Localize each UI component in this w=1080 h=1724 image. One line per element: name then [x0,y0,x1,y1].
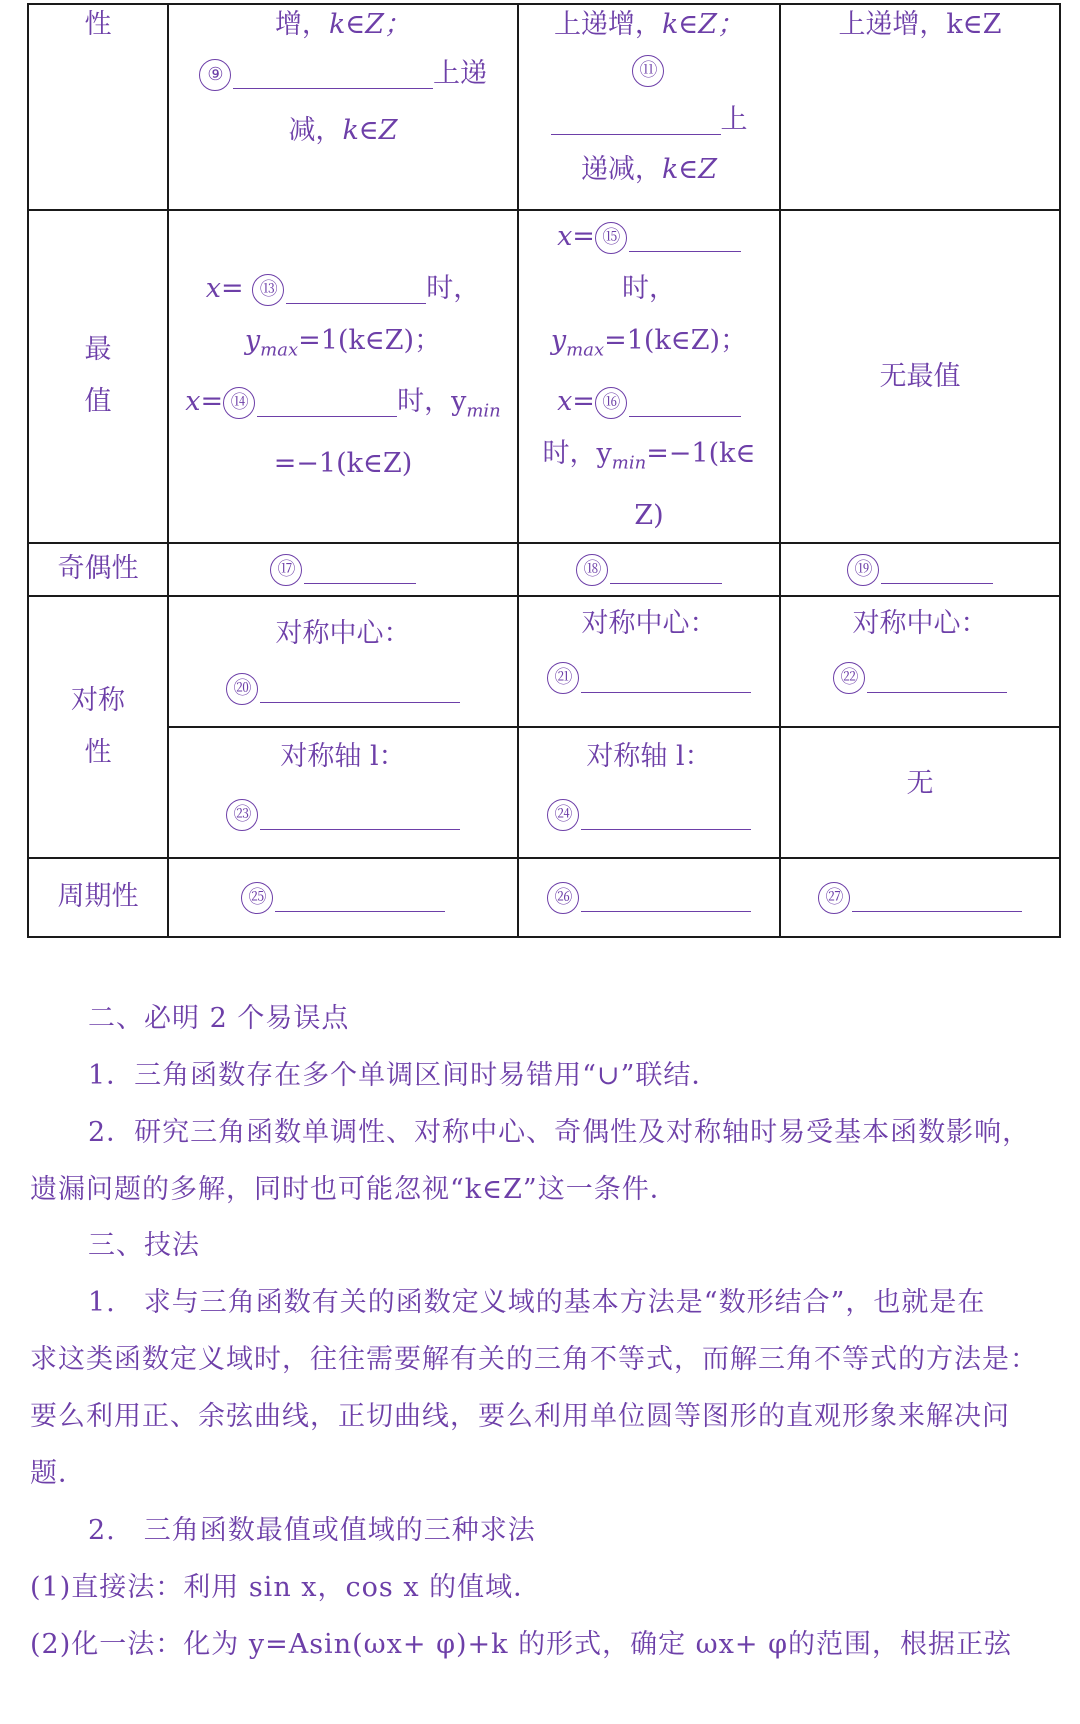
fill-blank-9[interactable] [233,60,433,89]
row-label-extremes [28,210,168,543]
section-techniques [30,1217,1060,1673]
row-symmetry-axis [28,727,1060,858]
cell-sin-parity [168,543,518,596]
blank-number-badge: ㉗ [818,882,850,914]
cell-cos-symmetry-center [518,596,780,727]
text: =−1(k∈ [646,438,756,470]
text: 上递增， [553,9,662,40]
fill-blank-23[interactable] [260,801,460,830]
text: 无最值 [879,360,961,392]
blank-number-badge: ㉖ [547,882,579,914]
row-label-parity [28,543,168,596]
section-heading: 三、技法 [88,1230,200,1261]
blank-number-badge: ㉑ [547,662,579,694]
text: k∈Z； [328,9,412,40]
subscript: min [611,452,647,474]
text: 时，y [397,386,467,418]
paragraph: 遗漏问题的多解，同时也可能忽视“k∈Z”这一条件． [30,1174,678,1205]
blank-number-badge: ㉔ [547,799,579,831]
paragraph: 1．三角函数存在多个单调区间时易错用“∪”联结． [88,1060,720,1091]
text: x= [205,273,244,304]
fill-blank-14[interactable] [257,388,397,417]
cell-tan-extremes [780,210,1060,543]
fill-blank-19[interactable] [881,555,993,584]
fill-blank-21[interactable] [581,664,751,693]
row-period [28,858,1060,937]
label-text: 对称 [71,684,125,716]
row-label-period [28,858,168,937]
text: 对称中心： [275,618,411,650]
blank-number-badge: ⑪ [632,55,664,87]
cell-sin-symmetry-axis [168,727,518,858]
text: 时， [622,273,676,304]
label-text: 性 [84,9,112,40]
blank-number-badge: ⑮ [595,222,627,254]
fill-blank-15[interactable] [629,223,741,252]
fill-blank-20[interactable] [260,674,460,703]
label-text: 周期性 [57,881,139,913]
row-monotonicity [28,4,1060,210]
paragraph: 2. 三角函数最值或值域的三种求法 [88,1515,536,1546]
trig-properties-table [27,3,1061,938]
text: 时， [426,273,481,304]
text: 无 [906,767,934,799]
text: 增， [274,9,329,40]
blank-number-badge: ⑨ [199,59,231,91]
fill-blank-22[interactable] [867,664,1007,693]
cell-sin-period [168,858,518,937]
label-text: 值 [84,386,112,418]
text: 对称轴 l： [586,740,712,772]
cell-cos-extremes [518,210,780,543]
paragraph: 1. 求与三角函数有关的函数定义域的基本方法是“数形结合”，也就是在 [88,1287,986,1318]
text: k∈Z [661,154,718,185]
label-text: 奇偶性 [57,553,139,585]
fill-blank-24[interactable] [581,801,751,830]
cell-cos-parity [518,543,780,596]
label-text: 性 [84,736,112,768]
cell-cos-symmetry-axis [518,727,780,858]
row-label-monotonicity [28,4,168,210]
text: 上递 [433,58,487,89]
label-text: 最 [84,334,112,366]
text: 对称中心： [581,607,717,639]
section-heading: 二、必明 2 个易误点 [88,1003,350,1034]
blank-number-badge: ⑬ [252,274,284,306]
blank-number-badge: ㉒ [833,662,865,694]
text: =−1(k∈Z) [273,447,413,479]
fill-blank-11[interactable] [551,106,721,135]
cell-tan-monotonicity [780,4,1060,210]
fill-blank-18[interactable] [610,555,722,584]
fill-blank-25[interactable] [275,883,445,912]
row-symmetry-center [28,596,1060,727]
cell-cos-monotonicity [518,4,780,210]
fill-blank-27[interactable] [852,883,1022,912]
blank-number-badge: ⑯ [595,387,627,419]
text: 对称中心： [852,607,988,639]
text: 递减， [580,154,662,185]
cell-sin-monotonicity [168,4,518,210]
row-parity [28,543,1060,596]
text: =1(k∈Z)； [298,325,442,356]
text: k∈Z [342,115,398,146]
blank-number-badge: ㉕ [241,882,273,914]
row-extremes [28,210,1060,543]
fill-blank-16[interactable] [629,388,741,417]
subscript: max [566,339,605,361]
fill-blank-13[interactable] [286,275,426,304]
text: 对称轴 l： [280,740,406,772]
paragraph: (1)直接法：利用 sin x，cos x 的值域． [30,1572,542,1603]
blank-number-badge: ㉓ [226,799,258,831]
text: =1(k∈Z)； [604,325,748,356]
text: y [550,325,567,356]
cell-tan-period [780,858,1060,937]
paragraph: (2)化一法：化为 y=Asin(ωx+ φ)+k 的形式，确定 ωx+ φ的范围，根据正弦 [30,1629,1013,1660]
fill-blank-17[interactable] [304,555,416,584]
cell-tan-symmetry-center [780,596,1060,727]
cell-sin-symmetry-center [168,596,518,727]
text: Z) [634,499,664,531]
blank-number-badge: ⑳ [226,673,258,705]
text: 上递增，k∈Z [838,9,1002,40]
section-error-points [30,990,1060,1218]
cell-cos-period [518,858,780,937]
cell-tan-parity [780,543,1060,596]
paragraph: 题． [30,1458,86,1489]
subscript: max [260,339,299,361]
blank-number-badge: ⑱ [576,554,608,586]
paragraph: 要么利用正、余弦曲线，正切曲线，要么利用单位圆等图形的直观形象来解决问 [30,1401,1010,1432]
paragraph: 求这类函数定义域时，往往需要解有关的三角不等式，而解三角不等式的方法是： [30,1344,1038,1375]
text: x= [557,386,595,418]
subscript: min [466,400,501,422]
text: x= [185,386,224,418]
blank-number-badge: ⑰ [270,554,302,586]
text: k∈Z； [661,9,745,40]
paragraph: 2．研究三角函数单调性、对称中心、奇偶性及对称轴时易受基本函数影响， [88,1117,1031,1148]
text: 上 [720,104,748,135]
row-label-symmetry [28,596,168,858]
cell-tan-symmetry-axis [780,727,1060,858]
text: 时，y [542,438,612,470]
cell-sin-extremes [168,210,518,543]
blank-number-badge: ⑲ [847,554,879,586]
text: y [244,325,261,356]
text: x= [557,221,595,252]
blank-number-badge: ⑭ [223,387,255,419]
text: 减， [288,115,343,146]
fill-blank-26[interactable] [581,883,751,912]
